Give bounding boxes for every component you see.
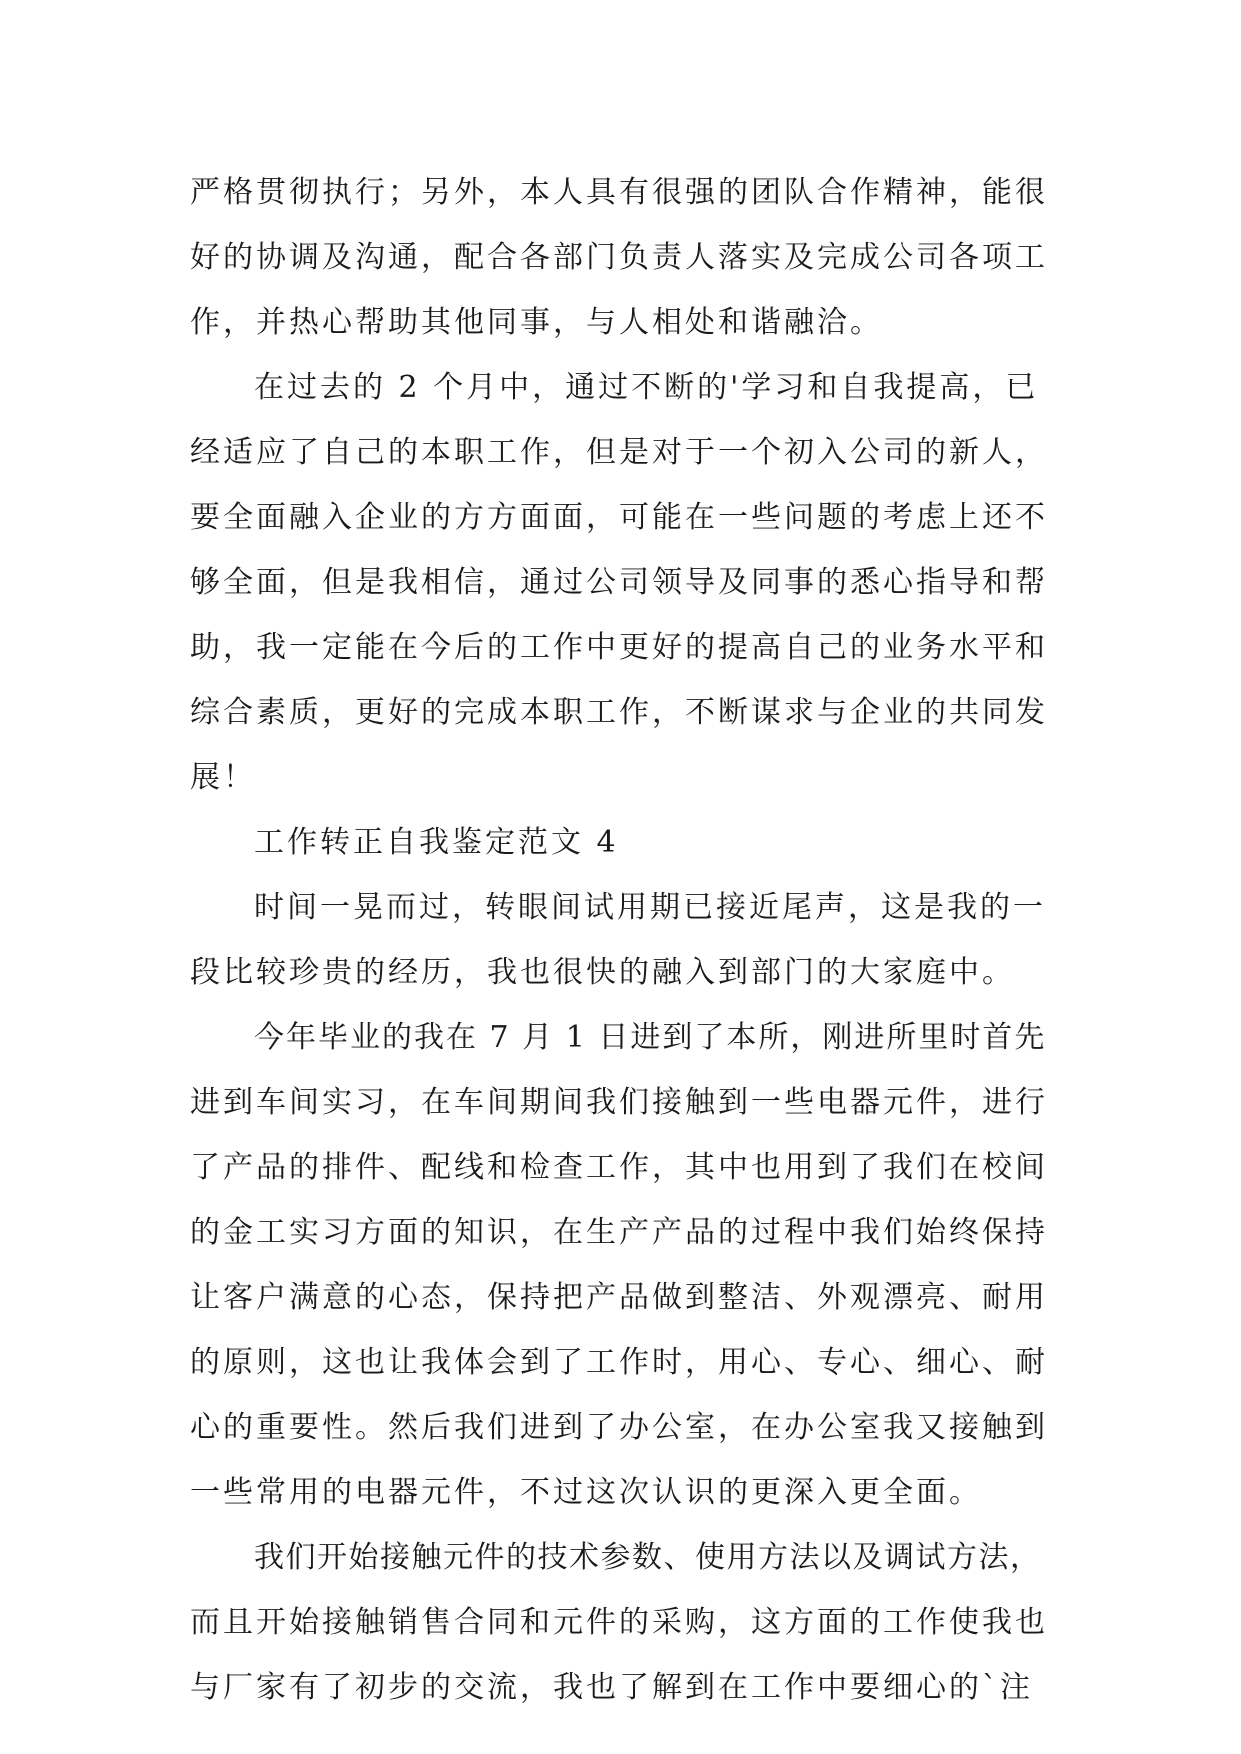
text-line: 的原则，这也让我体会到了工作时，用心、专心、细心、耐 [190, 1345, 1048, 1380]
text-line: 与厂家有了初步的交流，我也了解到在工作中要细心的`注 [190, 1670, 1033, 1705]
text-line: 要全面融入企业的方方面面，可能在一些问题的考虑上还不 [190, 500, 1048, 535]
text-line: 综合素质，更好的完成本职工作，不断谋求与企业的共同发 [190, 695, 1048, 730]
text-line: 经适应了自己的本职工作，但是对于一个初入公司的新人， [190, 435, 1048, 470]
text-line: 进到车间实习，在车间期间我们接触到一些电器元件，进行 [190, 1085, 1048, 1120]
text-line: 时间一晃而过，转眼间试用期已接近尾声，这是我的一 [254, 890, 1046, 925]
text-line: 心的重要性。然后我们进到了办公室，在办公室我又接触到 [190, 1410, 1048, 1445]
text-line: 助，我一定能在今后的工作中更好的提高自己的业务水平和 [190, 630, 1048, 665]
text-line: 够全面，但是我相信，通过公司领导及同事的悉心指导和帮 [190, 565, 1048, 600]
text-line: 的金工实习方面的知识，在生产产品的过程中我们始终保持 [190, 1215, 1048, 1250]
text-line: 让客户满意的心态，保持把产品做到整洁、外观漂亮、耐用 [190, 1280, 1048, 1315]
text-line: 工作转正自我鉴定范文 4 [254, 825, 619, 860]
text-line: 一些常用的电器元件，不过这次认识的更深入更全面。 [190, 1475, 982, 1510]
text-line: 而且开始接触销售合同和元件的采购，这方面的工作使我也 [190, 1605, 1048, 1640]
text-line: 好的协调及沟通，配合各部门负责人落实及完成公司各项工 [190, 240, 1048, 275]
text-line: 了产品的排件、配线和检查工作，其中也用到了我们在校间 [190, 1150, 1048, 1185]
text-line: 我们开始接触元件的技术参数、使用方法以及调试方法， [254, 1540, 1042, 1575]
text-line: 展！ [190, 760, 256, 795]
document-body [190, 160, 1052, 1720]
text-line: 今年毕业的我在 7 月 1 日进到了本所，刚进所里时首先 [254, 1020, 1047, 1055]
text-line: 在过去的 2 个月中，通过不断的'学习和自我提高，已 [254, 370, 1039, 405]
text-line: 作，并热心帮助其他同事，与人相处和谐融洽。 [190, 305, 883, 340]
text-line: 段比较珍贵的经历，我也很快的融入到部门的大家庭中。 [190, 955, 1015, 990]
text-line: 严格贯彻执行；另外，本人具有很强的团队合作精神，能很 [190, 175, 1048, 210]
